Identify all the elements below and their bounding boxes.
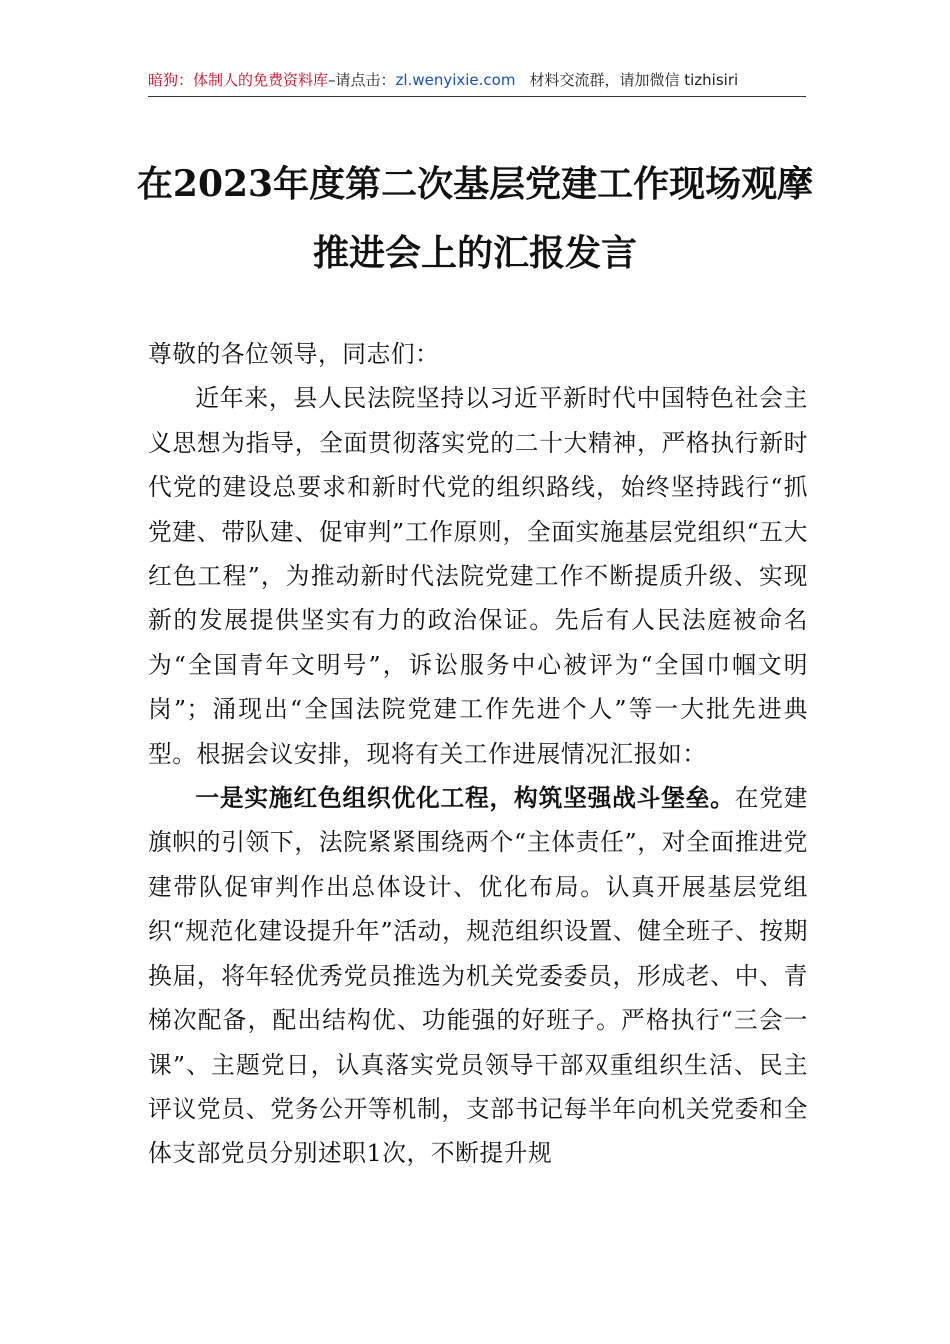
paragraph-section-one	[148, 776, 808, 1176]
header-brand: 暗狗：体制人的免费资料库	[148, 71, 329, 89]
header-click-text: –请点击：	[328, 71, 396, 89]
document-title-line-2: 推进会上的汇报发言	[312, 232, 637, 274]
page-header	[148, 66, 806, 97]
document-title-line-1: 在2023年度第二次基层党建工作现场观摩	[136, 163, 814, 205]
paragraph-intro: 近年来，县人民法院坚持以习近平新时代中国特色社会主义思想为指导，全面贯彻落实党的二十大精神，严格执行新时代党的建设总要求和新时代党的组织路线，始终坚持践行“抓党建、带队建、促审判”工作原则，全面实施基层党组织“五大红色工程”，为推动新时代法院党建工作不断提质升级、实现新的发展提供坚实有力的政治保证。先后有人民法庭被命名为“全国青年文明号”，诉讼服务中心被评为“全国巾帼文明岗”；涌现出“全国法院党建工作先进个人”等一大批先进典型。根据会议安排，现将有关工作进展情况汇报如：	[148, 384, 808, 768]
header-wechat-text: 材料交流群，请加微信 tizhisiri	[529, 71, 739, 89]
section-one-body: 在党建旗帜的引领下，法院紧紧围绕两个“主体责任”，对全面推进党建带队促审判作出总体设计、优化布局。认真开展基层党组织“规范化建设提升年”活动，规范组织设置、健全班子、按期换届，将年轻优秀党员推选为机关党委委员，形成老、中、青梯次配备，配出结构优、功能强的好班子。严格执行“三会一课”、主题党日，认真落实党员领导干部双重组织生活、民主评议党员、党务公开等机制，支部书记每半年向机关党委和全体支部党员分别述职1次，不断提升规	[148, 784, 809, 1168]
header-url-link[interactable]: zl.wenyixie.com	[395, 71, 516, 89]
section-one-heading: 一是实施红色组织优化工程，构筑坚强战斗堡垒。	[195, 784, 735, 813]
document-body	[148, 332, 808, 1176]
salutation: 尊敬的各位领导，同志们：	[148, 340, 440, 368]
